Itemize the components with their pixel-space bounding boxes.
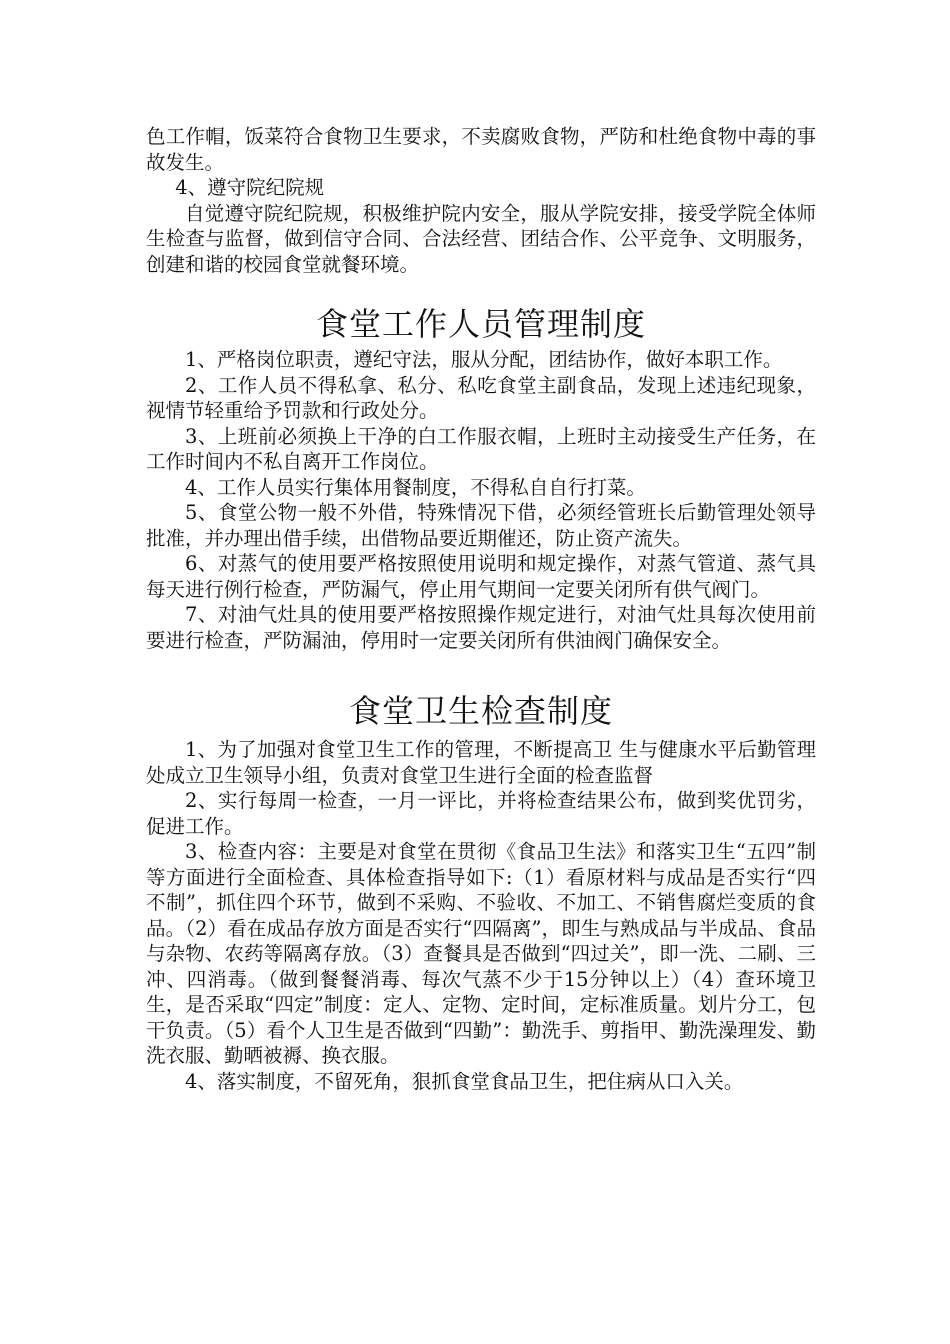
intro-item-4-text: 自觉遵守院纪院规，积极维护院内安全，服从学院安排，接受学院全体师生检查与监督，做到信守合同、合法经营、团结合作、公平竞争、文明服务，创建和谐的校园食堂就餐环境。	[146, 201, 816, 276]
section1-item-2: 2、工作人员不得私拿、私分、私吃食堂主副食品，发现上述违纪现象，视情节轻重给予罚款和行政处分。	[146, 373, 816, 422]
section1-item-7: 7、对油气灶具的使用要严格按照操作规定进行，对油气灶具每次使用前要进行检查，严防漏油，停用时一定要关闭所有供油阀门确保安全。	[146, 603, 816, 652]
section1-item-3: 3、上班前必须换上干净的白工作服衣帽，上班时主动接受生产任务，在工作时间内不私自离开工作岗位。	[146, 424, 816, 473]
section2-title: 食堂卫生检查制度	[348, 692, 613, 730]
document-body	[146, 124, 816, 1094]
section2-item-2: 2、实行每周一检查，一月一评比，并将检查结果公布，做到奖优罚劣，促进工作。	[146, 789, 816, 838]
section1-item-5: 5、食堂公物一般不外借，特殊情况下借，必须经管班长后勤管理处领导批准，并办理出借手续，出借物品要近期催还，防止资产流失。	[146, 501, 816, 550]
intro-continuation: 色工作帽，饭菜符合食物卫生要求，不卖腐败食物，严防和杜绝食物中毒的事故发生。	[146, 125, 816, 174]
section2-item-1: 1、为了加强对食堂卫生工作的管理，不断提高卫 生与健康水平后勤管理处成立卫生领导小组，负责对食堂卫生进行全面的检查监督	[146, 738, 816, 787]
section1-item-1: 1、严格岗位职责，遵纪守法，服从分配，团结协作，做好本职工作。	[185, 348, 783, 371]
section1-title: 食堂工作人员管理制度	[315, 305, 646, 343]
section1-item-6: 6、对蒸气的使用要严格按照使用说明和规定操作，对蒸气管道、蒸气具每天进行例行检查，严防漏气，停止用气期间一定要关闭所有供气阀门。	[146, 552, 816, 601]
section2-item-4: 4、落实制度，不留死角，狠抓食堂食品卫生，把住病从口入关。	[185, 1069, 744, 1093]
section1-item-4: 4、工作人员实行集体用餐制度，不得私自自行打菜。	[185, 475, 646, 499]
intro-item-4-heading: 4、遵守院纪院规	[175, 176, 325, 199]
section2-item-3: 3、检查内容：主要是对食堂在贯彻《食品卫生法》和落实卫生“五四”制等方面进行全面检查、具体检查指导如下:（1）看原材料与成品是否实行“四不制”，抓住四个环节，做到不采购、不验收、不加工、不销售腐烂变质的食品。（2）看在成品存放方面是否实行“四隔离”，即生与熟成品与半成品、食品与杂物、农药等隔离存放。（3）查餐具是否做到“四过关”，即一洗、二刷、三冲、四消毒。（做到餐餐消毒、每次气蒸不少于15分钟以上）（4）查环境卫生，是否采取“四定”制度：定人、定物、定时间，定标准质量。划片分工，包干负责。（5）看个人卫生是否做到“四勤”：勤洗手、剪指甲、勤洗澡理发、勤洗衣服、勤晒被褥、换衣服。	[146, 840, 816, 1067]
